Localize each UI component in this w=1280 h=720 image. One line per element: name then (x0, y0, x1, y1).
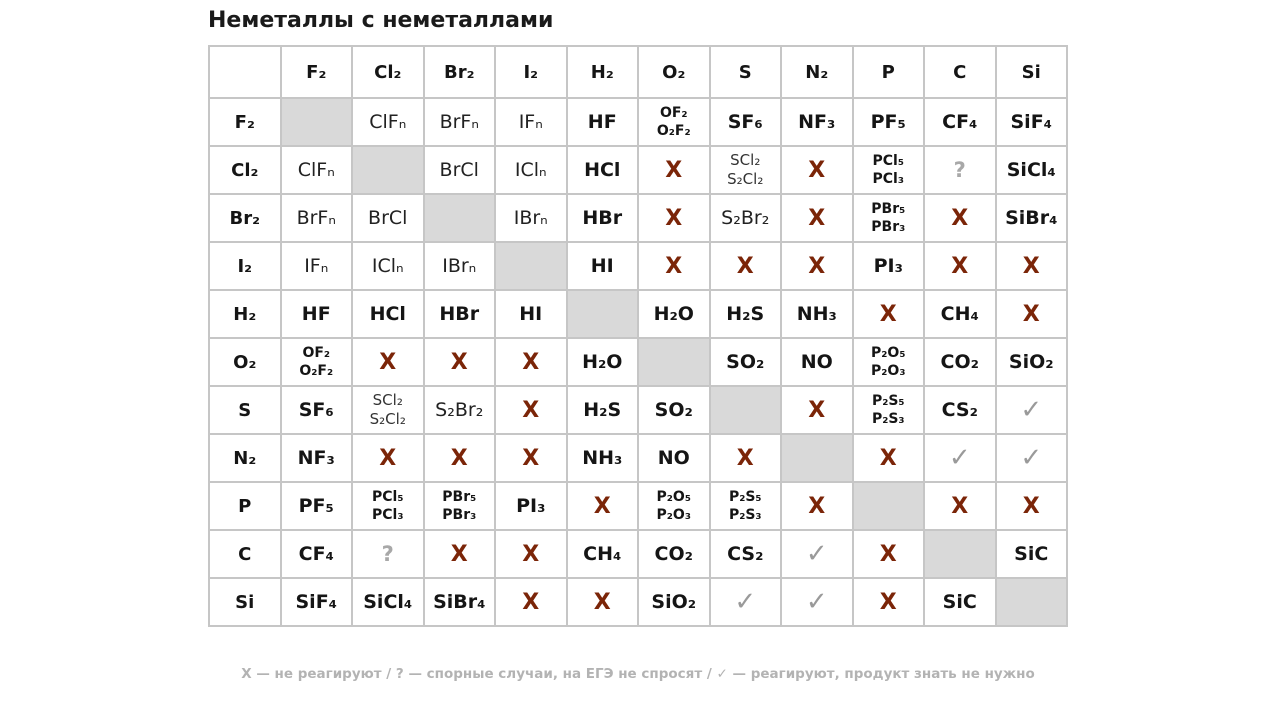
product-cell: P₂O₃ (656, 507, 691, 523)
product-cell: CS₂ (941, 399, 978, 421)
table-cell (781, 386, 853, 434)
table-cell (567, 578, 639, 626)
table-cell (781, 290, 853, 338)
table-cell (352, 434, 424, 482)
table-cell (853, 242, 925, 290)
product-cell: PBr₅ (871, 201, 906, 217)
disputed-mark: ? (953, 158, 966, 182)
table-cell (853, 386, 925, 434)
table-cell (352, 194, 424, 242)
no-reaction-mark: X (1022, 301, 1040, 327)
product-cell: SiF₄ (1010, 111, 1052, 133)
product-cell: S₂Br₂ (721, 207, 770, 229)
table-row (209, 290, 1067, 338)
column-header: Br₂ (424, 46, 496, 98)
product-cell: PCl₅ (372, 489, 404, 505)
product-cell: IBrₙ (442, 255, 477, 277)
no-reaction-mark: X (450, 445, 468, 471)
table-cell (638, 242, 710, 290)
table-cell (495, 530, 567, 578)
table-cell (853, 338, 925, 386)
diagonal-cell (781, 434, 853, 482)
no-reaction-mark: X (665, 157, 683, 183)
table-cell (424, 338, 496, 386)
no-reaction-mark: X (808, 157, 826, 183)
row-header: Si (209, 578, 281, 626)
row-header: I₂ (209, 242, 281, 290)
no-reaction-mark: X (736, 445, 754, 471)
product-cell: H₂S (583, 399, 622, 421)
no-reaction-mark: X (522, 397, 540, 423)
product-cell: PF₅ (298, 495, 334, 517)
diagonal-cell (352, 146, 424, 194)
product-cell: H₂O (653, 303, 694, 325)
table-cell (781, 98, 853, 146)
product-cell: NH₃ (796, 303, 837, 325)
table-cell (638, 434, 710, 482)
product-cell: CO₂ (654, 543, 693, 565)
product-cell: SiBr₄ (1005, 207, 1058, 229)
table-cell (424, 242, 496, 290)
product-cell: OF₂ (302, 345, 331, 361)
product-cell: SiC (942, 591, 977, 613)
product-cell: SiF₄ (295, 591, 337, 613)
diagonal-cell (638, 338, 710, 386)
table-cell (495, 290, 567, 338)
table-cell (495, 146, 567, 194)
table-cell (638, 386, 710, 434)
column-header: Si (996, 46, 1068, 98)
reacts-check-icon: ✓ (948, 443, 971, 473)
table-cell (781, 242, 853, 290)
product-cell: PBr₃ (871, 219, 906, 235)
product-cell: PF₅ (870, 111, 906, 133)
product-cell: P₂S₃ (728, 507, 762, 523)
product-cell: PCl₃ (872, 171, 904, 187)
table-cell (924, 338, 996, 386)
table-cell (638, 98, 710, 146)
product-cell: IFₙ (518, 111, 543, 133)
table-cell (781, 338, 853, 386)
no-reaction-mark: X (879, 445, 897, 471)
row-header: P (209, 482, 281, 530)
table-cell (495, 98, 567, 146)
column-header: N₂ (781, 46, 853, 98)
table-cell (710, 194, 782, 242)
table-cell (352, 386, 424, 434)
table-cell (352, 242, 424, 290)
product-cell: P₂S₅ (728, 489, 762, 505)
column-header: I₂ (495, 46, 567, 98)
no-reaction-mark: X (808, 493, 826, 519)
table-cell (853, 194, 925, 242)
no-reaction-mark: X (450, 541, 468, 567)
no-reaction-mark: X (879, 301, 897, 327)
table-cell (424, 146, 496, 194)
product-cell: BrFₙ (296, 207, 336, 229)
row-header: S (209, 386, 281, 434)
product-cell: CH₄ (583, 543, 622, 565)
product-cell: S₂Cl₂ (369, 410, 406, 428)
product-cell: SiO₂ (651, 591, 697, 613)
table-cell (853, 146, 925, 194)
table-cell (495, 578, 567, 626)
diagonal-cell (281, 98, 353, 146)
table-cell (567, 530, 639, 578)
table-cell (781, 194, 853, 242)
table-cell (853, 530, 925, 578)
table-cell (781, 578, 853, 626)
product-cell: OF₂ (659, 105, 688, 121)
table-cell (924, 386, 996, 434)
table-cell (710, 146, 782, 194)
table-cell (495, 194, 567, 242)
table-cell (996, 482, 1068, 530)
reacts-check-icon: ✓ (805, 539, 828, 569)
no-reaction-mark: X (522, 349, 540, 375)
column-header: Cl₂ (352, 46, 424, 98)
column-header: F₂ (281, 46, 353, 98)
reacts-check-icon: ✓ (734, 587, 757, 617)
table-cell (424, 434, 496, 482)
table-cell (710, 434, 782, 482)
table-cell (424, 290, 496, 338)
table-row (209, 146, 1067, 194)
product-cell: ClFₙ (297, 159, 335, 181)
diagonal-cell (996, 578, 1068, 626)
table-row (209, 578, 1067, 626)
column-header: P (853, 46, 925, 98)
table-cell (352, 98, 424, 146)
product-cell: PBr₃ (442, 507, 477, 523)
table-cell (352, 290, 424, 338)
reaction-table-body (209, 46, 1067, 626)
no-reaction-mark: X (951, 493, 969, 519)
product-cell: IBrₙ (513, 207, 548, 229)
no-reaction-mark: X (450, 349, 468, 375)
product-cell: IFₙ (304, 255, 329, 277)
product-cell: HBr (582, 207, 623, 229)
table-cell (996, 242, 1068, 290)
product-cell: NF₃ (798, 111, 836, 133)
no-reaction-mark: X (879, 589, 897, 615)
table-cell (495, 386, 567, 434)
table-cell (853, 578, 925, 626)
product-cell: HCl (369, 303, 406, 325)
table-cell (638, 290, 710, 338)
header-row (209, 46, 1067, 98)
reacts-check-icon: ✓ (1020, 443, 1043, 473)
table-cell (567, 242, 639, 290)
table-cell (281, 578, 353, 626)
no-reaction-mark: X (593, 589, 611, 615)
row-header: O₂ (209, 338, 281, 386)
product-cell: BrCl (368, 207, 408, 229)
diagonal-cell (853, 482, 925, 530)
no-reaction-mark: X (808, 205, 826, 231)
product-cell: NO (800, 351, 833, 373)
product-cell: SO₂ (654, 399, 693, 421)
table-cell (352, 530, 424, 578)
table-cell (567, 434, 639, 482)
table-row (209, 194, 1067, 242)
table-cell (710, 578, 782, 626)
corner-cell (209, 46, 281, 98)
product-cell: HF (301, 303, 331, 325)
product-cell: SO₂ (726, 351, 765, 373)
no-reaction-mark: X (665, 253, 683, 279)
table-cell (424, 578, 496, 626)
page-title: Неметаллы с неметаллами (208, 8, 554, 33)
no-reaction-mark: X (808, 397, 826, 423)
product-cell: PCl₅ (872, 153, 904, 169)
product-cell: HI (519, 303, 543, 325)
table-cell (996, 290, 1068, 338)
product-cell: PCl₃ (372, 507, 404, 523)
product-cell: IClₙ (514, 159, 547, 181)
table-cell (281, 386, 353, 434)
product-cell: CS₂ (727, 543, 764, 565)
no-reaction-mark: X (1022, 253, 1040, 279)
table-cell (567, 98, 639, 146)
diagonal-cell (495, 242, 567, 290)
diagonal-cell (424, 194, 496, 242)
table-cell (924, 98, 996, 146)
row-header: N₂ (209, 434, 281, 482)
product-cell: P₂S₅ (871, 393, 905, 409)
table-cell (281, 482, 353, 530)
product-cell: PI₃ (873, 255, 903, 277)
product-cell: SCl₂ (372, 391, 403, 409)
reaction-table (208, 45, 1068, 627)
table-cell (781, 530, 853, 578)
table-cell (853, 290, 925, 338)
table-cell (638, 482, 710, 530)
table-cell (710, 338, 782, 386)
product-cell: HI (590, 255, 614, 277)
reacts-check-icon: ✓ (805, 587, 828, 617)
table-cell (996, 338, 1068, 386)
table-cell (996, 530, 1068, 578)
product-cell: CO₂ (940, 351, 979, 373)
table-cell (567, 338, 639, 386)
table-cell (996, 434, 1068, 482)
table-cell (424, 482, 496, 530)
column-header: C (924, 46, 996, 98)
table-row (209, 434, 1067, 482)
table-cell (996, 386, 1068, 434)
product-cell: H₂O (582, 351, 623, 373)
table-cell (853, 434, 925, 482)
table-cell (638, 146, 710, 194)
product-cell: P₂O₃ (871, 363, 906, 379)
product-cell: S₂Cl₂ (727, 170, 764, 188)
product-cell: O₂F₂ (656, 123, 691, 139)
table-cell (924, 578, 996, 626)
product-cell: NF₃ (297, 447, 335, 469)
legend-note: X — не реагируют / ? — спорные случаи, на ЕГЭ не спросят / ✓ — реагируют, продукт знать не нужно (241, 666, 1035, 682)
table-row (209, 242, 1067, 290)
table-cell (352, 578, 424, 626)
product-cell: SiCl₄ (363, 591, 413, 613)
product-cell: H₂S (726, 303, 765, 325)
no-reaction-mark: X (808, 253, 826, 279)
table-cell (781, 146, 853, 194)
table-cell (352, 482, 424, 530)
table-row (209, 482, 1067, 530)
row-header: C (209, 530, 281, 578)
table-cell (710, 242, 782, 290)
no-reaction-mark: X (379, 445, 397, 471)
product-cell: CH₄ (940, 303, 979, 325)
no-reaction-mark: X (951, 253, 969, 279)
disputed-mark: ? (381, 542, 394, 566)
reacts-check-icon: ✓ (1020, 395, 1043, 425)
no-reaction-mark: X (1022, 493, 1040, 519)
table-cell (281, 146, 353, 194)
table-cell (281, 530, 353, 578)
table-cell (495, 434, 567, 482)
product-cell: SF₆ (727, 111, 763, 133)
product-cell: S₂Br₂ (435, 399, 484, 421)
table-row (209, 338, 1067, 386)
no-reaction-mark: X (736, 253, 754, 279)
row-header: Br₂ (209, 194, 281, 242)
product-cell: HCl (584, 159, 621, 181)
table-cell (924, 482, 996, 530)
product-cell: SiBr₄ (433, 591, 486, 613)
product-cell: IClₙ (371, 255, 404, 277)
product-cell: SF₆ (298, 399, 334, 421)
table-cell (567, 194, 639, 242)
row-header: Cl₂ (209, 146, 281, 194)
product-cell: SiO₂ (1008, 351, 1054, 373)
table-cell (567, 146, 639, 194)
table-cell (781, 482, 853, 530)
table-cell (638, 578, 710, 626)
table-cell (996, 98, 1068, 146)
table-cell (281, 194, 353, 242)
no-reaction-mark: X (593, 493, 611, 519)
product-cell: O₂F₂ (299, 363, 334, 379)
column-header: S (710, 46, 782, 98)
table-cell (853, 98, 925, 146)
product-cell: NO (657, 447, 690, 469)
product-cell: CF₄ (942, 111, 978, 133)
product-cell: HF (587, 111, 617, 133)
table-cell (924, 434, 996, 482)
no-reaction-mark: X (879, 541, 897, 567)
table-row (209, 386, 1067, 434)
product-cell: SiC (1014, 543, 1049, 565)
table-cell (352, 338, 424, 386)
table-cell (424, 98, 496, 146)
product-cell: BrFₙ (439, 111, 479, 133)
table-cell (710, 98, 782, 146)
table-cell (924, 146, 996, 194)
product-cell: NH₃ (582, 447, 623, 469)
table-cell (567, 386, 639, 434)
table-cell (281, 242, 353, 290)
table-cell (638, 194, 710, 242)
product-cell: BrCl (439, 159, 479, 181)
product-cell: PI₃ (516, 495, 546, 517)
table-cell (495, 482, 567, 530)
no-reaction-mark: X (665, 205, 683, 231)
table-cell (924, 194, 996, 242)
table-cell (710, 530, 782, 578)
product-cell: ClFₙ (369, 111, 407, 133)
diagonal-cell (924, 530, 996, 578)
diagonal-cell (567, 290, 639, 338)
table-cell (495, 338, 567, 386)
product-cell: HBr (439, 303, 480, 325)
table-row (209, 98, 1067, 146)
table-cell (281, 290, 353, 338)
table-cell (281, 434, 353, 482)
table-cell (638, 530, 710, 578)
product-cell: SCl₂ (730, 151, 761, 169)
table-cell (710, 482, 782, 530)
table-row (209, 530, 1067, 578)
no-reaction-mark: X (379, 349, 397, 375)
table-cell (567, 482, 639, 530)
no-reaction-mark: X (522, 541, 540, 567)
table-cell (924, 290, 996, 338)
product-cell: P₂S₃ (871, 411, 905, 427)
column-header: O₂ (638, 46, 710, 98)
table-cell (924, 242, 996, 290)
product-cell: PBr₅ (442, 489, 477, 505)
product-cell: SiCl₄ (1006, 159, 1056, 181)
product-cell: P₂O₅ (871, 345, 906, 361)
row-header: F₂ (209, 98, 281, 146)
table-cell (424, 386, 496, 434)
table-cell (996, 146, 1068, 194)
table-cell (710, 290, 782, 338)
product-cell: CF₄ (298, 543, 334, 565)
column-header: H₂ (567, 46, 639, 98)
row-header: H₂ (209, 290, 281, 338)
no-reaction-mark: X (951, 205, 969, 231)
no-reaction-mark: X (522, 589, 540, 615)
table-cell (424, 530, 496, 578)
diagonal-cell (710, 386, 782, 434)
no-reaction-mark: X (522, 445, 540, 471)
product-cell: P₂O₅ (656, 489, 691, 505)
table-cell (996, 194, 1068, 242)
table-cell (281, 338, 353, 386)
